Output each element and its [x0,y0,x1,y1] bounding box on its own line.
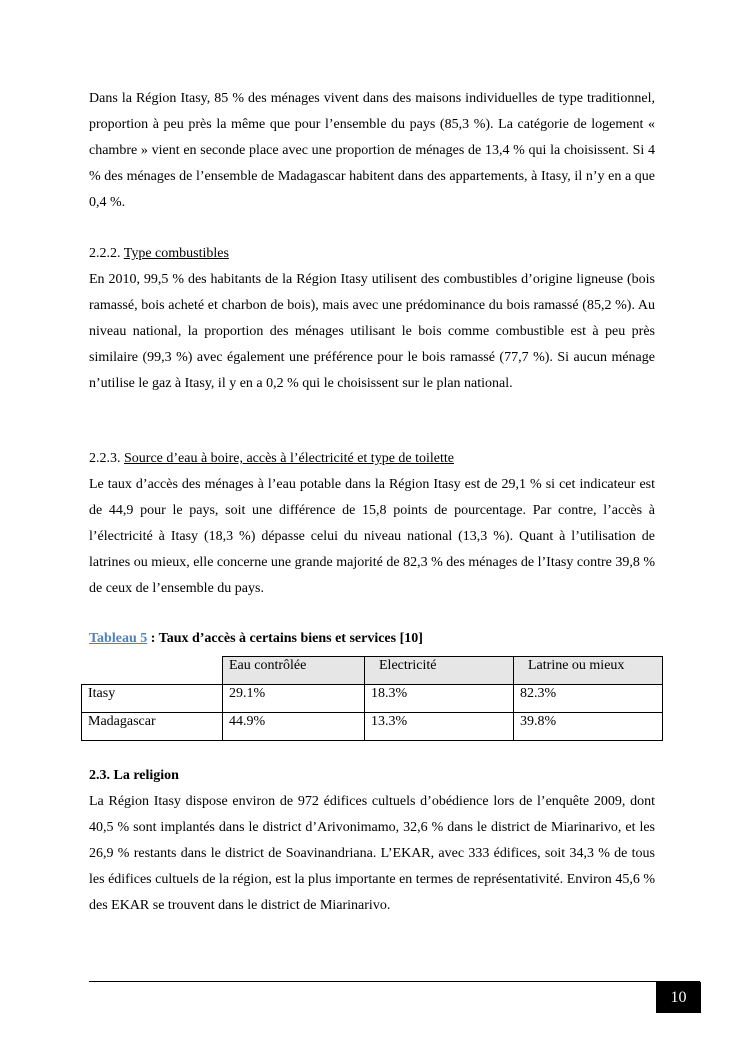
table-cell: 82.3% [514,685,663,713]
fuel-heading-number: 2.2.2. [89,246,124,261]
table-cell: 29.1% [223,685,365,713]
water-heading-number: 2.2.3. [89,451,124,466]
access-table [81,656,663,741]
footer-divider [89,981,700,982]
table-caption-text: : Taux d’accès à certains biens et services [10] [147,631,423,646]
column-header: Electricité [365,657,514,685]
water-heading-title: Source d’eau à boire, accès à l’électricité et type de toilette [124,451,454,466]
table-cell: 44.9% [223,713,365,741]
fuel-heading-title: Type combustibles [123,246,229,261]
religion-section [89,763,655,919]
table-corner-cell [82,657,223,685]
table-caption-link[interactable]: Tableau 5 [89,631,148,646]
row-label: Itasy [82,685,223,713]
table-cell: 18.3% [365,685,514,713]
column-header: Eau contrôlée [223,657,365,685]
water-section [89,446,655,602]
water-heading [89,446,655,472]
table-caption [89,629,655,649]
page-number: 10 [656,982,701,1013]
table-row [82,685,663,713]
water-paragraph: Le taux d’accès des ménages à l’eau potable dans la Région Itasy est de 29,1 % si cet indicateur est de 44,9 pour le pays, soit une différence de 15,8 points de pourcentage. Par contre, l’accès à l’électricité à Itasy (18,3 %) dépasse celui du niveau national (13,3 %). Quant à l’utilisation de latrines ou mieux, elle concerne une grande majorité de 82,3 % des ménages de l’Itasy contre 39,8 % de ceux de l’ensemble du pays. [89,477,656,596]
fuel-heading [89,241,655,267]
table-row [82,713,663,741]
row-label: Madagascar [82,713,223,741]
table-cell: 13.3% [365,713,514,741]
housing-section [89,86,655,216]
fuel-section [89,241,655,397]
housing-paragraph: Dans la Région Itasy, 85 % des ménages vivent dans des maisons individuelles de type traditionnel, proportion à peu près la même que pour l’ensemble du pays (85,3 %). La catégorie de logement « chambre » vient en seconde place avec une proportion de ménages de 13,4 % qui la choisissent. Si 4 % des ménages de l’ensemble de Madagascar habitent dans des appartements, à Itasy, il n’y en a que 0,4 %. [89,91,655,210]
table-cell: 39.8% [514,713,663,741]
column-header: Latrine ou mieux [514,657,663,685]
fuel-paragraph: En 2010, 99,5 % des habitants de la Région Itasy utilisent des combustibles d’origine ligneuse (bois ramassé, bois acheté et charbon de bois), mais avec une prédominance du bois ramassé (85,2 %). Au niveau national, la proportion des ménages utilisant le bois comme combustible est à peu près similaire (99,3 %) avec également une préférence pour le bois ramassé (77,7 %). Si aucun ménage n’utilise le gaz à Itasy, il y en a 0,2 % qui le choisissent sur le plan national. [89,272,655,391]
religion-paragraph: La Région Itasy dispose environ de 972 édifices cultuels d’obédience lors de l’enquête 2009, dont 40,5 % sont implantés dans le district d’Arivonimamo, 32,6 % dans le district de Miarinarivo, et les 26,9 % restants dans le district de Soavinandriana. L’EKAR, avec 333 édifices, soit 34,3 % de tous les édifices cultuels de la région, est la plus importante en termes de représentativité. Environ 45,6 % des EKAR se trouvent dans le district de Miarinarivo. [89,794,655,913]
table-header-row [82,657,663,685]
religion-heading: 2.3. La religion [89,768,179,783]
